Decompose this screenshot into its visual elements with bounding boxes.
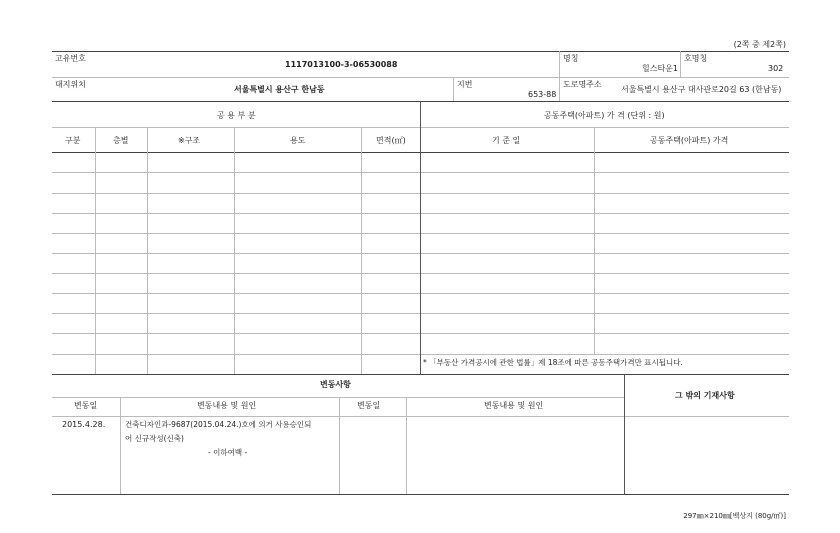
change-entry-line-1: 건축디자인과-9687(2015.04.24.)호에 의거 사용승인되 (125, 420, 312, 429)
page-indicator: (2쪽 중 제2쪽) (733, 40, 786, 49)
col-rule (234, 127, 235, 374)
ho-value: 302 (768, 64, 784, 73)
col-rule (406, 397, 407, 494)
price-note: * 「부동산 가격공시에 관한 법률」제 18조에 따른 공동주택가격만 표시됩니다. (423, 358, 683, 367)
col-usage: 용도 (290, 136, 306, 145)
location-value: 서울특별시 용산구 한남동 (234, 85, 325, 94)
changes-top-rule (52, 374, 789, 375)
header-mid-rule (52, 77, 789, 78)
lot-label: 지번 (457, 80, 473, 89)
changes-col-content-2: 변동내용 및 원인 (484, 401, 544, 410)
paper-spec-footer: 297㎜×210㎜[백상지 (80g/㎡)] (683, 512, 786, 520)
lot-value: 653-88 (528, 90, 557, 99)
unique-no-label: 고유번호 (55, 54, 86, 63)
change-entry-line-2: 어 신규작성(신축) (125, 434, 184, 443)
lot-divider-left (453, 77, 454, 101)
road-label: 도로명주소 (563, 80, 602, 89)
col-structure: ※구조 (178, 136, 201, 145)
ho-divider-left (680, 51, 681, 77)
col-rule (95, 127, 96, 374)
header-top-rule (52, 51, 789, 52)
change-entry-line-3: - 이하여백 - (208, 448, 248, 457)
shared-price-divider (420, 101, 421, 374)
changes-col-date-2: 변동일 (357, 401, 381, 410)
changes-col-content-1: 변동내용 및 원인 (197, 401, 257, 410)
other-header-rule (624, 416, 789, 417)
col-base-date: 기 준 일 (492, 136, 521, 145)
changes-bottom-rule (52, 494, 789, 495)
col-floor: 층별 (113, 136, 129, 145)
changes-title-rule (52, 397, 624, 398)
col-rule (147, 127, 148, 374)
name-label: 명칭 (563, 54, 579, 63)
ho-label: 호명칭 (684, 54, 708, 63)
change-entry-date: 2015.4.28. (62, 420, 106, 429)
col-rule (120, 397, 121, 494)
changes-col-date-1: 변동일 (74, 401, 98, 410)
other-notes-title: 그 밖의 기재사항 (675, 391, 735, 400)
col-rule (361, 127, 362, 374)
col-gubun: 구분 (65, 136, 81, 145)
unique-no-value: 1117013100-3-06530088 (285, 60, 398, 69)
price-section-title: 공동주택(아파트) 가 격 (단위 : 원) (544, 111, 665, 120)
col-apartment-price: 공동주택(아파트) 가격 (650, 136, 729, 145)
shared-section-title: 공 용 부 분 (217, 111, 256, 120)
col-area: 면적(㎡) (376, 136, 406, 145)
name-divider-left (559, 51, 560, 101)
changes-section-title: 변동사항 (320, 380, 351, 389)
col-rule (339, 397, 340, 494)
col-rule (594, 127, 595, 354)
name-value: 힐스타운1 (642, 64, 679, 73)
other-divider (624, 374, 625, 494)
location-label: 대지위치 (55, 80, 86, 89)
changes-header-rule (52, 416, 624, 417)
road-value: 서울특별시 용산구 대사관로20길 63 (한남동) (621, 85, 782, 94)
